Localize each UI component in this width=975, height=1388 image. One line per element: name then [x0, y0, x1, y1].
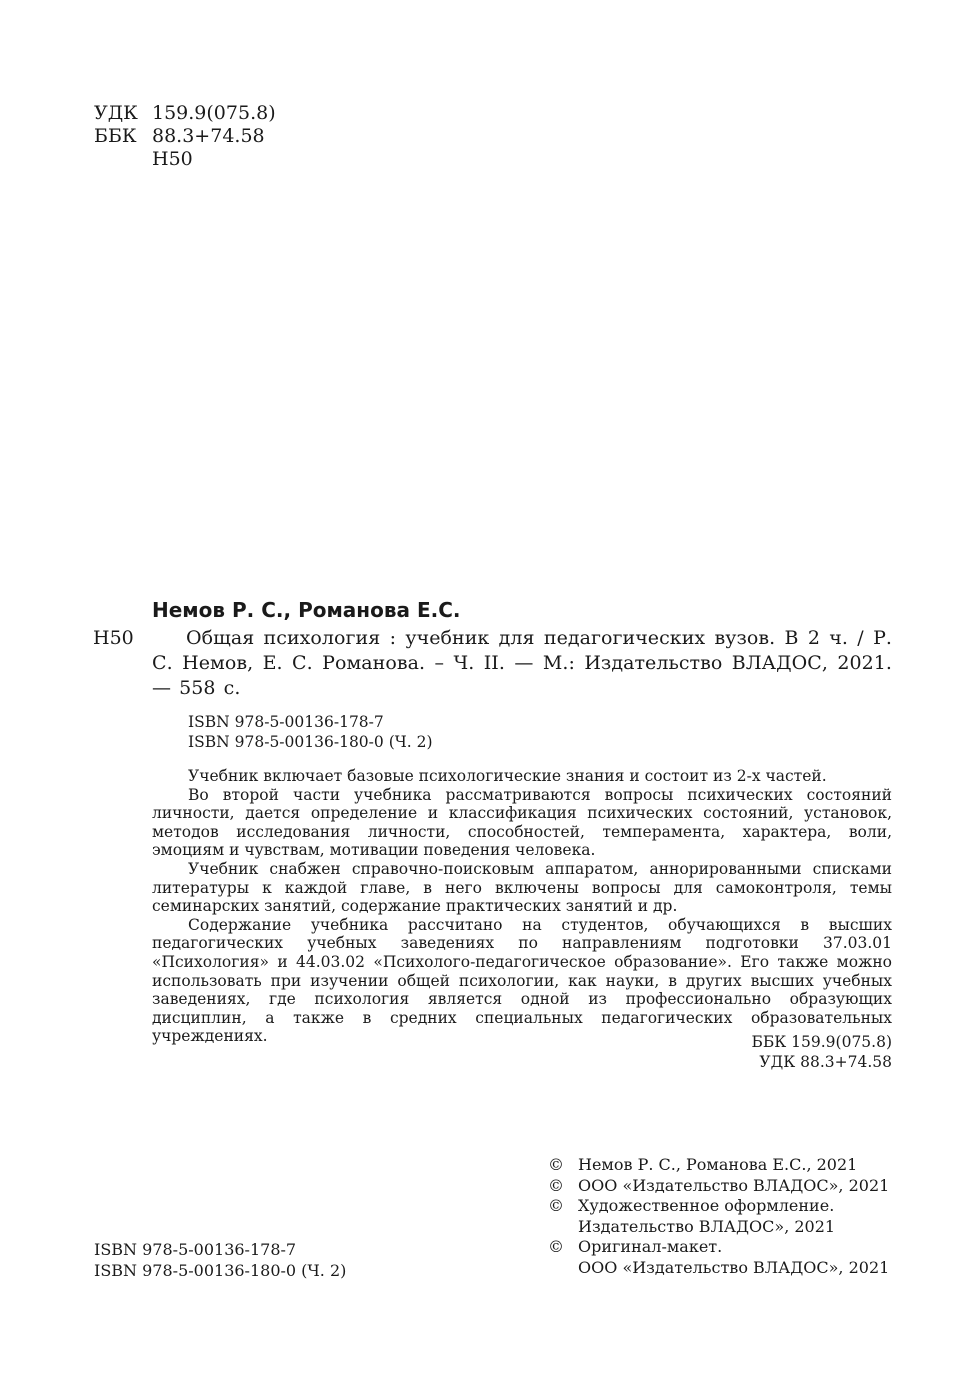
- author-mark-top: Н50: [152, 148, 193, 170]
- copyright-line: Издательство ВЛАДОС», 2021: [578, 1216, 836, 1236]
- bbk-row: [94, 125, 276, 148]
- record-isbn-1: ISBN 978-5-00136-178-7: [188, 713, 384, 731]
- bbk-label: ББК: [94, 125, 137, 147]
- record-isbn-list: [188, 712, 433, 752]
- udk-value: 159.9(075.8): [152, 102, 276, 124]
- abstract-paragraph-1: Учебник включает базовые психологические знания и состоит из 2-х частей.: [188, 767, 827, 785]
- copyright-item: [548, 1196, 889, 1237]
- abstract-paragraph-3: Учебник снабжен справочно-поисковым аппаратом, аннорированными списками литературы к каждой главе, в него включены вопросы для самоконтроля, темы семинарских занятий, содержание практических занятий и др.: [152, 859, 892, 916]
- copyright-text: Немов Р. С., Романова Е.С., 2021: [578, 1155, 858, 1174]
- isbn-bottom-1: ISBN 978-5-00136-178-7: [94, 1240, 297, 1259]
- copyright-symbol: ©: [548, 1175, 564, 1195]
- copyright-item: [548, 1176, 889, 1197]
- record-author: Немов Р. С., Романова Е.С.: [152, 598, 461, 622]
- isbn-bottom: [94, 1240, 346, 1281]
- copyright-text: [578, 1237, 889, 1278]
- abstract-paragraph-2: Во второй части учебника рассматриваются вопросы психических состояний личности, дается определение и классификация психических состояний, установок, методов исследования личности, способностей, темперамента, характера, воли, эмоциям и чувствам, мотивации поведения человека.: [152, 785, 892, 860]
- copyright-block: [548, 1155, 889, 1278]
- copyright-symbol: ©: [548, 1196, 564, 1215]
- abstract-paragraph-4: Содержание учебника рассчитано на студентов, обучающихся в высших педагогических учебных заведениях по направлениям подготовки 37.03.01 «Психология» и 44.03.02 «Психолого-педагогическое образование». Его также можно использовать при изучении общей психологии, как науки, в других высших учебных заведениях, где психология является одной из профессионально образующих дисциплин, а также в средних специальных педагогических образовательных учреждениях.: [152, 915, 892, 1046]
- copyright-item: [548, 1155, 889, 1176]
- abstract: [152, 767, 892, 1046]
- udk-right: УДК 88.3+74.58: [759, 1053, 892, 1071]
- copyright-item: [548, 1237, 889, 1278]
- copyright-text: ООО «Издательство ВЛАДОС», 2021: [578, 1175, 890, 1195]
- udk-label: УДК: [94, 102, 138, 124]
- bbk-value: 88.3+74.58: [152, 125, 265, 147]
- copyright-line: Оригинал-макет.: [578, 1237, 723, 1256]
- record-author-mark: Н50: [93, 627, 134, 649]
- bbk-right: ББК 159.9(075.8): [751, 1033, 892, 1051]
- author-mark-row: [94, 148, 276, 171]
- record-isbn-2: ISBN 978-5-00136-180-0 (Ч. 2): [188, 733, 433, 751]
- copyright-text: [578, 1196, 835, 1237]
- classification-codes: [94, 102, 276, 171]
- index-codes-right: [751, 1032, 892, 1072]
- record-description: Общая психология : учебник для педагогических вузов. В 2 ч. / Р. С. Немов, Е. С. Романова. – Ч. II. — М.: Издательство ВЛАДОС, 2021. — 558 с.: [152, 627, 892, 699]
- isbn-bottom-2: ISBN 978-5-00136-180-0 (Ч. 2): [94, 1260, 347, 1280]
- copyright-symbol: ©: [548, 1155, 564, 1174]
- udk-row: [94, 102, 276, 125]
- copyright-line: Художественное оформление.: [578, 1196, 835, 1215]
- copyright-line: ООО «Издательство ВЛАДОС», 2021: [578, 1257, 890, 1277]
- copyright-symbol: ©: [548, 1237, 564, 1256]
